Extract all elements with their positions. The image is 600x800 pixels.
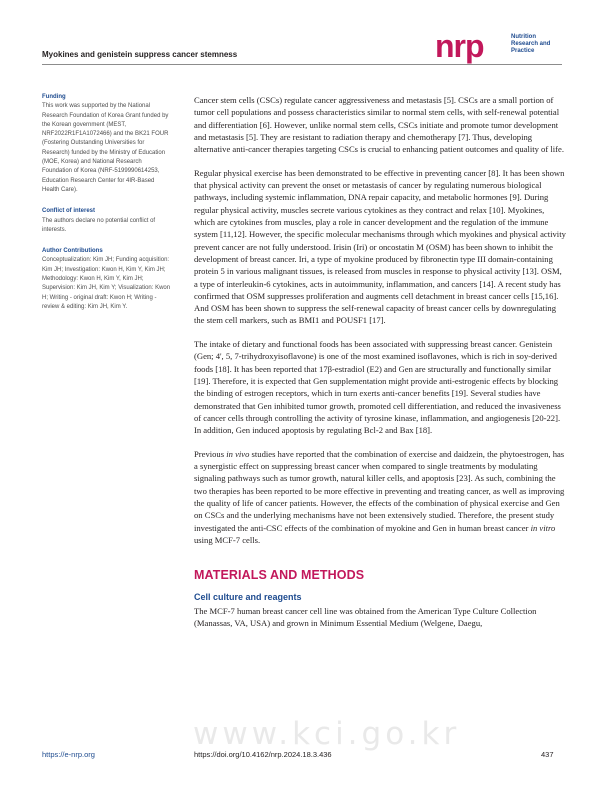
footer-page-number: 437	[541, 750, 554, 759]
sidebar	[42, 93, 172, 324]
logo-line-3: Practice	[511, 48, 535, 54]
paragraph-2: Regular physical exercise has been demonstrated to be effective in preventing cancer [8]. It has been shown that physical activity can prevent the onset or metastasis of cancer by regulating numerous biological pathways, including systemic inflammation, DNA repair capacity, and metabolic hormones [9]. During regular physical activity, muscles secrete various cytokines as they contract and relax [10]. Myokines, which are cytokines from muscles, play a role in cancer development and the regulation of the immune system [11,12]. However, the specific molecular mechanisms through which myokines and physical activity prevent cancer are not fully understood. Irisin (Iri) or oncostatin M (OSM) has been shown to inhibit the development of breast cancer. Iri, a type of myokine produced by fibronectin type III domain-containing protein 5 in various malignant tissues, is released from muscles in response to physical activity [13]. OSM, a type of interleukin-6 cytokines, acts in autoimmunity, inflammation, and cancers [14]. A recent study has confirmed that OSM suppresses proliferation and augments cell detachment in breast cancer cells [15,16]. And OSM has been shown to suppress the self-renewal capacity of breast cancer cells by downregulating the stem cell markers, such as BMI1 and POUSF1 [17].	[194, 167, 566, 326]
funding-heading: Funding	[42, 94, 66, 100]
journal-logo	[435, 30, 565, 64]
article-body	[194, 94, 566, 641]
logo-wordmark	[511, 34, 571, 55]
footer-doi[interactable]: https://doi.org/10.4162/nrp.2024.18.3.436	[194, 750, 332, 759]
contrib-heading: Author Contributions	[42, 248, 103, 255]
paragraph-5: The MCF-7 human breast cancer cell line was obtained from the American Type Culture Collection (Manassas, VA, USA) and grown in Minimum Essential Medium (Welgene, Daegu,	[194, 605, 537, 629]
subsection-heading: Cell culture and reagents	[194, 591, 302, 602]
funding-text: This work was supported by the National Research Foundation of Korea Grant funded by the Korean government (MEST, NRF2022R1F1A1072466) and the BK21 FOUR (Fostering Outstanding Universities for Research) funded by the Ministry of Education (MOE, Korea) and National Research Foundation of Korea (NRF-5199990614253, Education Research Center for 4IR-Based Health Care).	[42, 103, 169, 193]
header-divider	[42, 64, 562, 65]
paragraph-1: Cancer stem cells (CSCs) regulate cancer aggressiveness and metastasis [5]. CSCs are a small portion of tumor cell populations and possess characteristics similar to normal stem cells, with self-renewal potential and differentiation [6]. However, unlike normal stem cells, CSCs initiate and promote tumor development and metastasis [5]. They are resistant to radiation therapy and chemotherapy [7]. Thus, developing alternative anti-cancer therapies targeting CSCs is crucial to enhancing patient outcomes and quality of life.	[194, 95, 564, 155]
section-heading-methods: MATERIALS AND METHODS	[194, 568, 365, 583]
p4-italic-in-vivo: in vivo	[226, 448, 250, 459]
nrp-logo-mark	[435, 30, 507, 64]
logo-line-2: Research and	[511, 41, 551, 47]
conflict-text: The authors declare no potential conflict of interests.	[42, 217, 156, 233]
conflict-heading: Conflict of interest	[42, 208, 96, 215]
logo-line-1: Nutrition	[511, 34, 536, 40]
watermark: www.kci.go.kr	[193, 716, 461, 752]
contrib-text: Conceptualization: Kim JH; Funding acquisition: Kim JH; Investigation: Kwon H, Kim Y, Kim JH; Methodology: Kwon H, Kim Y, Kim JH; Supervision: Kim JH, Kim Y; Visualization: Kwon H; Writing - original draft: Kwon H; Writing - review & editing: Kim JH, Kim Y.	[42, 257, 171, 310]
p4-part-b: studies have reported that the combination of exercise and daidzein, the phytoestrogen, has a synergistic effect on suppressing breast cancer when compared to single treatments by modulating signaling pathways such as tumor growth, natural killer cells, and apoptosis [23]. As such, combining the two therapies has been reported to be more effective in preventing and treating cancer, as well as improving the quality of life of cancer patients. However, the effects of the combination of physical exercise and Gen on CSCs and the underlying mechanisms have not been extensively studied. Therefore, the present study investigated the anti-CSC effects of the combination of myokine and Gen in human breast cancer	[194, 448, 565, 533]
p4-part-a: Previous	[194, 448, 227, 459]
logo-mark-text: nrp	[435, 30, 484, 64]
paragraph-3: The intake of dietary and functional foods has been associated with suppressing breast cancer. Genistein (Gen; 4', 5, 7-trihydroxyisoflavone) is one of the most examined isoflavones, which is rich in soy-derived foods [18]. It has been reported that 17β-estradiol (E2) and Gen are structurally and functionally similar [19]. Therefore, it is expected that Gen supplementation might provide anti-estrogenic effects by blocking the binding of estrogen receptors, which in turn exerts anti-cancer benefits [19]. Several studies have demonstrated that Gen inhibited tumor growth, promoted cell differentiation, and reduced the invasiveness of cancer cells through controlling the activity of tyrosine kinase, inflammation, and angiogenesis [20-22]. In addition, Gen induced apoptosis by regulating Bcl-2 and Bax [18].	[194, 339, 561, 436]
paragraph-4	[194, 448, 566, 546]
p4-italic-in-vitro: in vitro	[530, 522, 556, 533]
footer-journal-url[interactable]: https://e-nrp.org	[42, 750, 95, 759]
p4-part-c: using MCF-7 cells.	[194, 534, 261, 545]
running-title: Myokines and genistein suppress cancer stemness	[42, 50, 238, 59]
